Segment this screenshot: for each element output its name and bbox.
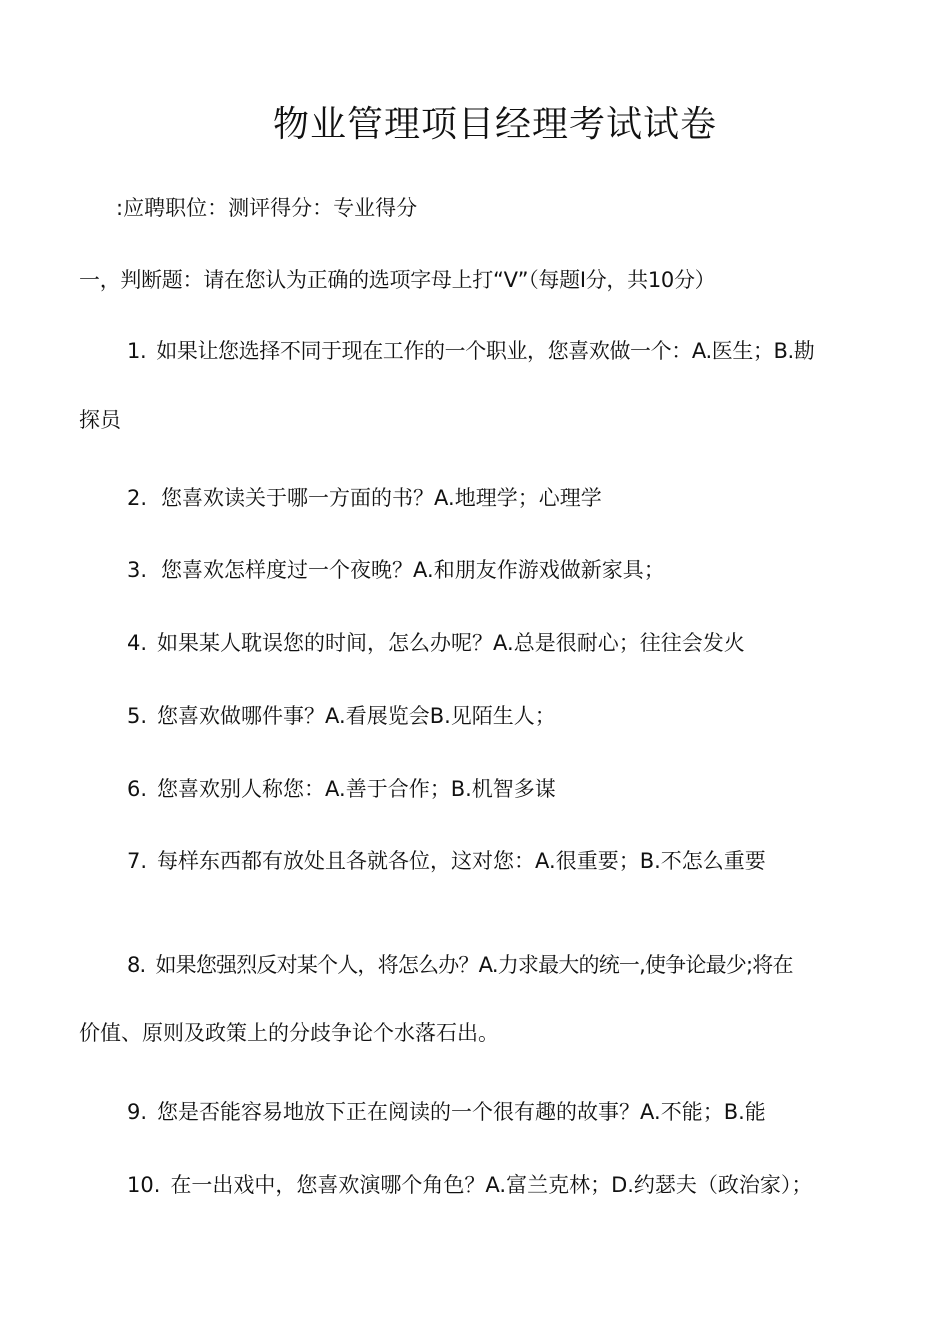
- question-number: 5.: [127, 704, 148, 728]
- question-number: 1.: [127, 339, 147, 363]
- question-9: [127, 1100, 766, 1125]
- question-text: 如果您强烈反对某个人，将怎么办？A.力求最大的统一,使争论最少;将在: [155, 953, 793, 977]
- header-fields: :应聘职位：测评得分：专业得分: [116, 196, 418, 220]
- question-text: 您喜欢读关于哪一方面的书？A.地理学；心理学: [161, 486, 602, 510]
- question-number: 4.: [127, 631, 148, 655]
- question-8-continuation: 价值、原则及政策上的分歧争论个水落石出。: [79, 1021, 499, 1045]
- question-number: 8.: [127, 953, 146, 977]
- section-heading: 一，判断题：请在您认为正确的选项字母上打“V”（每题I分，共10分）: [79, 268, 716, 292]
- question-2: [127, 486, 602, 511]
- question-number: 10.: [127, 1173, 161, 1197]
- question-number: 2.: [127, 486, 148, 510]
- question-4: [127, 631, 745, 656]
- question-text: 每样东西都有放处且各就各位，这对您：A.很重要；B.不怎么重要: [157, 849, 766, 873]
- question-10: [127, 1173, 812, 1198]
- question-7: [127, 849, 766, 874]
- question-number: 6.: [127, 777, 148, 801]
- question-text: 如果某人耽误您的时间，怎么办呢？A.总是很耐心；往往会发火: [157, 631, 745, 655]
- question-6: [127, 777, 556, 802]
- question-number: 7.: [127, 849, 148, 873]
- question-text: 您喜欢怎样度过一个夜晚？A.和朋友作游戏做新家具；: [161, 558, 665, 582]
- question-number: 3.: [127, 558, 148, 582]
- question-number: 9.: [127, 1100, 148, 1124]
- question-text: 您喜欢别人称您：A.善于合作；B.机智多谋: [157, 777, 556, 801]
- question-text: 如果让您选择不同于现在工作的一个职业，您喜欢做一个：A.医生；B.勘: [156, 339, 815, 363]
- question-text: 在一出戏中，您喜欢演哪个角色？A.富兰克林；D.约瑟夫（政治家）；: [170, 1173, 813, 1197]
- question-3: [127, 558, 665, 583]
- question-5: [127, 704, 556, 729]
- question-text: 您喜欢做哪件事？A.看展览会B.见陌生人；: [157, 704, 556, 728]
- question-text: 您是否能容易地放下正在阅读的一个很有趣的故事？A.不能；B.能: [157, 1100, 766, 1124]
- page-title: 物业管理项目经理考试试卷: [272, 104, 717, 145]
- question-1: [127, 339, 814, 364]
- question-8: [127, 953, 793, 978]
- question-1-continuation: 探员: [79, 408, 121, 432]
